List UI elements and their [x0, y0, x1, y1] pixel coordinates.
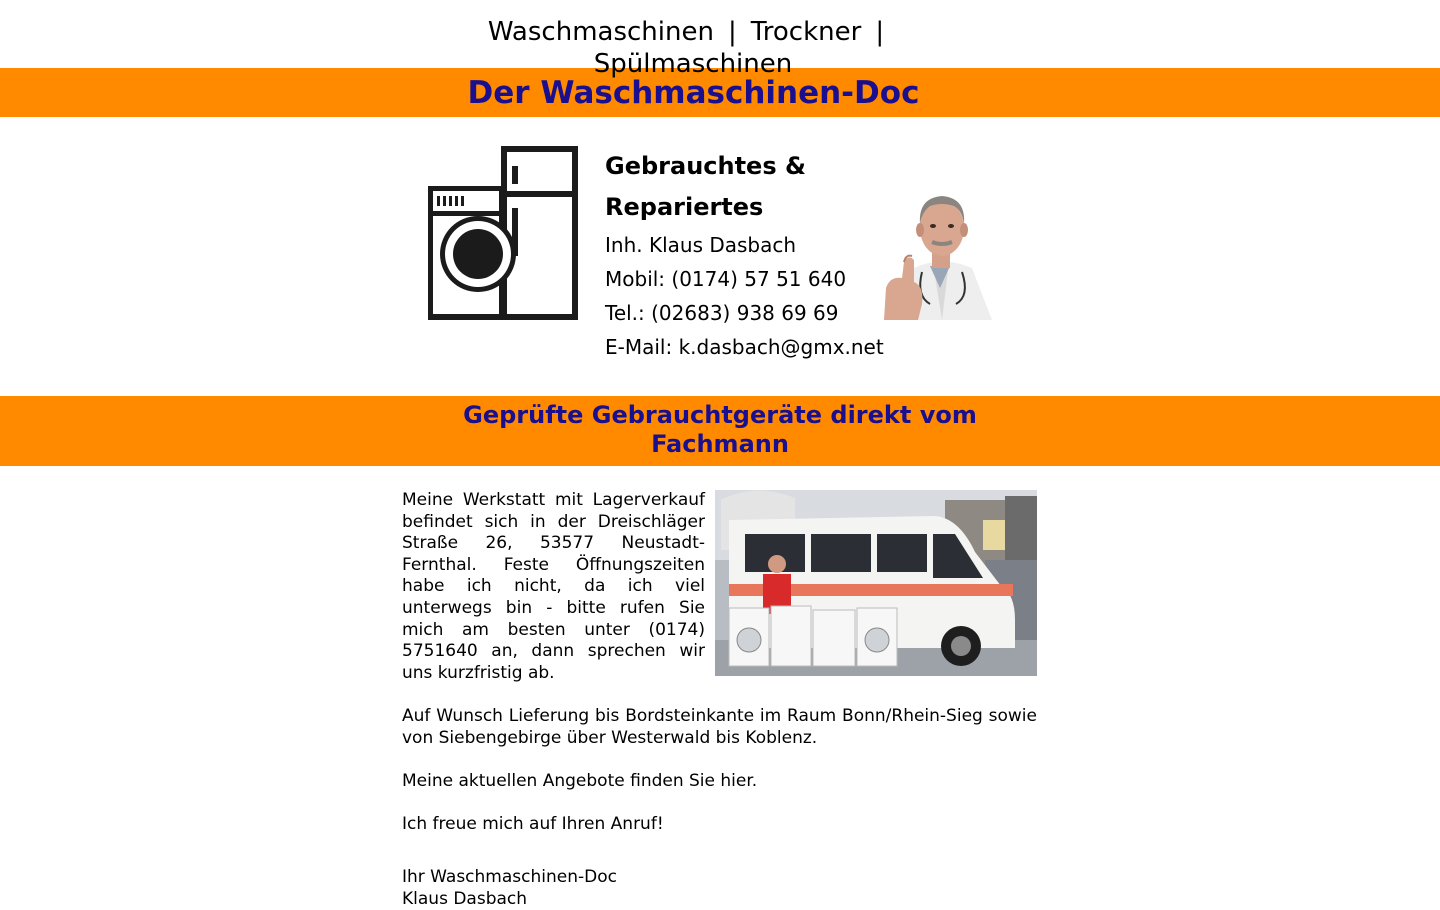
signature — [402, 866, 1037, 910]
doctor-portrait — [884, 192, 996, 320]
nav-separator: | — [727, 17, 737, 47]
signature-line-2: Klaus Dasbach — [402, 888, 528, 909]
nav-link-spuelmaschinen[interactable]: Spülmaschinen — [593, 49, 793, 79]
van-photo — [715, 490, 1037, 676]
main-content — [402, 490, 1037, 910]
banner-title: Geprüfte Gebrauchtgeräte direkt vom Fachmann — [463, 401, 977, 458]
signature-line-1: Ihr Waschmaschinen-Doc — [402, 866, 617, 887]
washer-fridge-icon — [428, 146, 578, 320]
paragraph-workshop: Meine Werkstatt mit Lagerverkauf befindet sich in der Dreischläger Straße 26, 53577 Neustadt-Fernthal. Feste Öffnungszeiten habe ich nicht, da ich viel unterwegs bin - bitte rufen Sie mich am besten unter (0174) 5751640 an, dann sprechen wir uns kurzfristig ab. — [402, 490, 705, 683]
mobile-number[interactable]: Mobil: (0174) 57 51 640 — [605, 267, 847, 291]
email-label: E-Mail: — [605, 335, 679, 359]
paragraph-delivery: Auf Wunsch Lieferung bis Bordsteinkante im Raum Bonn/Rhein-Sieg sowie von Siebengebirge über Westerwald bis Koblenz. — [402, 705, 1037, 748]
nav-link-waschmaschinen[interactable]: Waschmaschinen — [487, 17, 714, 47]
headline: Gebrauchtes & Repariertes — [605, 152, 806, 221]
nav-links — [470, 16, 916, 80]
phone-number[interactable]: Tel.: (02683) 938 69 69 — [605, 301, 839, 325]
email-line — [605, 330, 905, 364]
paragraph-offers[interactable]: Meine aktuellen Angebote finden Sie hier. — [402, 770, 758, 791]
contact-info — [605, 146, 905, 364]
site-title: Der Waschmaschinen-Doc — [467, 75, 920, 111]
nav-separator: | — [875, 17, 885, 47]
owner-name: Inh. Klaus Dasbach — [605, 233, 797, 257]
top-navigation — [0, 0, 1440, 79]
paragraph-call: Ich freue mich auf Ihren Anruf! — [402, 813, 664, 834]
nav-link-trockner[interactable]: Trockner — [750, 17, 862, 47]
email-link[interactable]: k.dasbach@gmx.net — [678, 335, 884, 359]
